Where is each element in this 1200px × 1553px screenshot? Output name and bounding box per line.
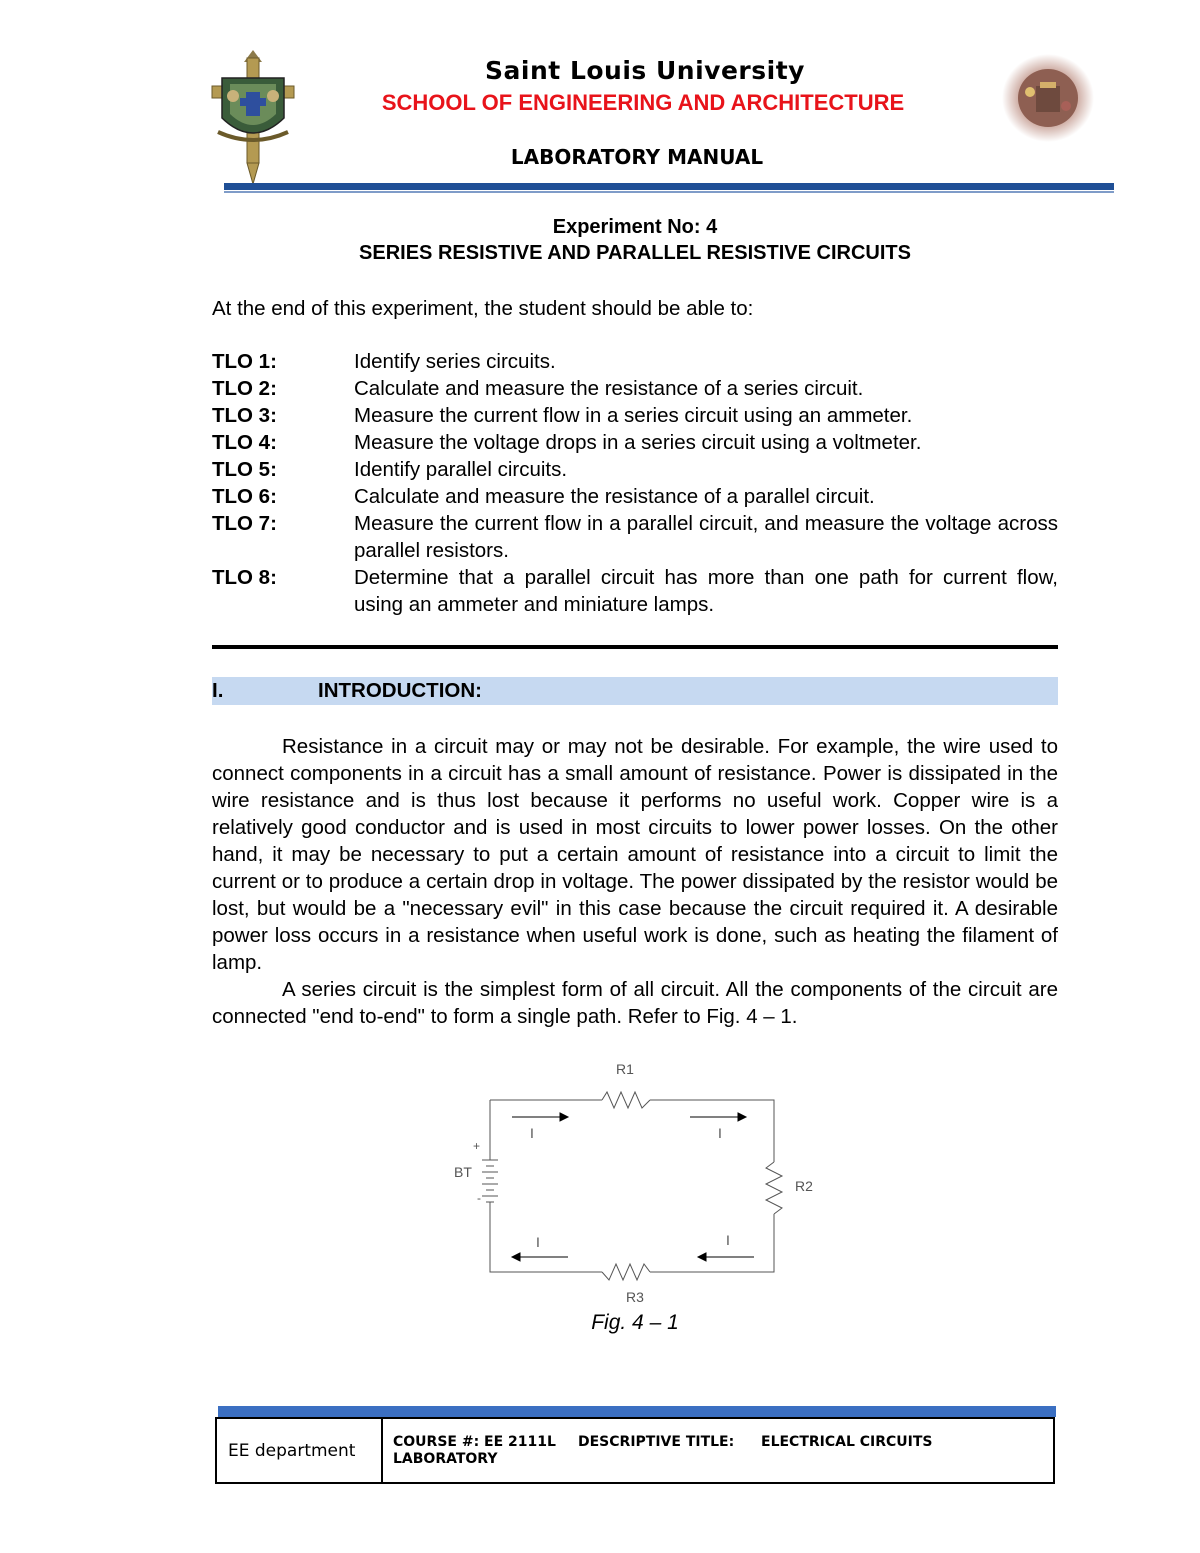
figure-caption: Fig. 4 – 1 [591,1311,679,1334]
tlo-text: Identify parallel circuits. [354,458,568,481]
tlo-label: TLO 1: [212,350,277,373]
label-current-top-left: I [530,1125,534,1141]
tlo-text: Identify series circuits. [354,350,556,373]
resistor-r3-symbol [602,1264,650,1280]
tlo-item [212,483,1058,510]
objective-intro: At the end of this experiment, the student should be able to: [212,297,754,320]
current-arrowhead-bottom-left [512,1253,520,1261]
tlo-text: Measure the voltage drops in a series circuit using a voltmeter. [354,431,922,454]
section-number: I. [212,679,224,702]
tlo-item [212,375,1058,402]
footer-course-number: COURSE #: EE 2111L [393,1434,556,1450]
tlo-item [212,429,1058,456]
university-name: Saint Louis University [485,56,805,85]
footer-course-info [383,1419,1053,1482]
label-current-bottom-right: I [726,1232,730,1248]
document-type: LABORATORY MANUAL [510,145,764,169]
label-battery: BT [454,1164,472,1180]
experiment-title: SERIES RESISTIVE AND PARALLEL RESISTIVE CIRCUITS [359,242,911,264]
tlo-item [212,510,1058,564]
resistor-r2-symbol [766,1162,782,1214]
series-circuit-diagram [440,1060,820,1310]
tlo-item [212,564,1058,618]
intro-paragraph: A series circuit is the simplest form of all circuit. All the components of the circuit are connected "end to-end" to form a single path. Refer to Fig. 4 – 1. [212,978,1058,1028]
tlo-text: Measure the current flow in a series circuit using an ammeter. [354,404,913,427]
school-name: SCHOOL OF ENGINEERING AND ARCHITECTURE [381,90,905,115]
footer-accent-bar [218,1406,1056,1417]
current-arrowhead-top-right [738,1113,746,1121]
label-current-bottom-left: I [536,1234,540,1250]
tlo-label: TLO 6: [212,485,277,508]
header-rule [224,183,1114,190]
tlo-item [212,348,1058,375]
tlo-label: TLO 8: [212,566,277,589]
tlo-label: TLO 2: [212,377,277,400]
battery-symbol [482,1160,498,1210]
experiment-number: Experiment No: 4 [552,216,718,238]
tlo-label: TLO 5: [212,458,277,481]
tlo-text: Determine that a parallel circuit has more than one path for current flow, using an ammeter and miniature lamps. [354,566,1058,616]
resistor-r1-symbol [602,1092,650,1108]
tlo-label: TLO 4: [212,431,277,454]
footer-descriptive-label: DESCRIPTIVE TITLE: [578,1434,735,1450]
label-current-top-right: I [718,1125,722,1141]
introduction-body [212,733,1058,1030]
footer-table [215,1417,1055,1484]
tlo-item [212,402,1058,429]
label-minus: - [477,1191,481,1205]
tlo-item [212,456,1058,483]
label-r2: R2 [795,1178,813,1194]
section-divider [212,645,1058,649]
current-arrowhead-bottom-right [698,1253,706,1261]
tlo-text: Measure the current flow in a parallel circuit, and measure the voltage across parallel resistors. [354,512,1058,562]
tlo-text: Calculate and measure the resistance of a parallel circuit. [354,485,875,508]
wire-bottom-left [490,1210,602,1272]
tlo-label: TLO 7: [212,512,277,535]
label-r3: R3 [626,1289,644,1305]
wire-top-right [650,1100,774,1162]
label-plus: + [473,1139,481,1153]
tlo-label: TLO 3: [212,404,277,427]
footer-department: EE department [217,1419,383,1482]
tlo-text: Calculate and measure the resistance of a series circuit. [354,377,864,400]
footer-descriptive-title-cont: LABORATORY [393,1451,498,1467]
label-r1: R1 [616,1061,634,1077]
header-rule-shadow [224,191,1114,193]
wire-right-bottom [650,1214,774,1272]
current-arrowhead-top-left [560,1113,568,1121]
section-title: INTRODUCTION: [318,679,482,702]
tlo-list [212,348,1058,618]
intro-paragraph: Resistance in a circuit may or may not be desirable. For example, the wire used to connect components in a circuit has a small amount of resistance. Power is dissipated in the wire resistance and is thus lost because it performs no useful work. Copper wire is a relatively good conductor and is used in most circuits to lower power losses. On the other hand, it may be necessary to put a certain amount of resistance into a circuit to limit the current or to produce a certain drop in voltage. The power dissipated by the resistor would be lost, but would be a "necessary evil" in this case because the circuit required it. A desirable power loss occurs in a resistance when useful work is done, such as heating the filament of lamp. [212,735,1058,974]
footer-descriptive-title: ELECTRICAL CIRCUITS [761,1434,933,1450]
